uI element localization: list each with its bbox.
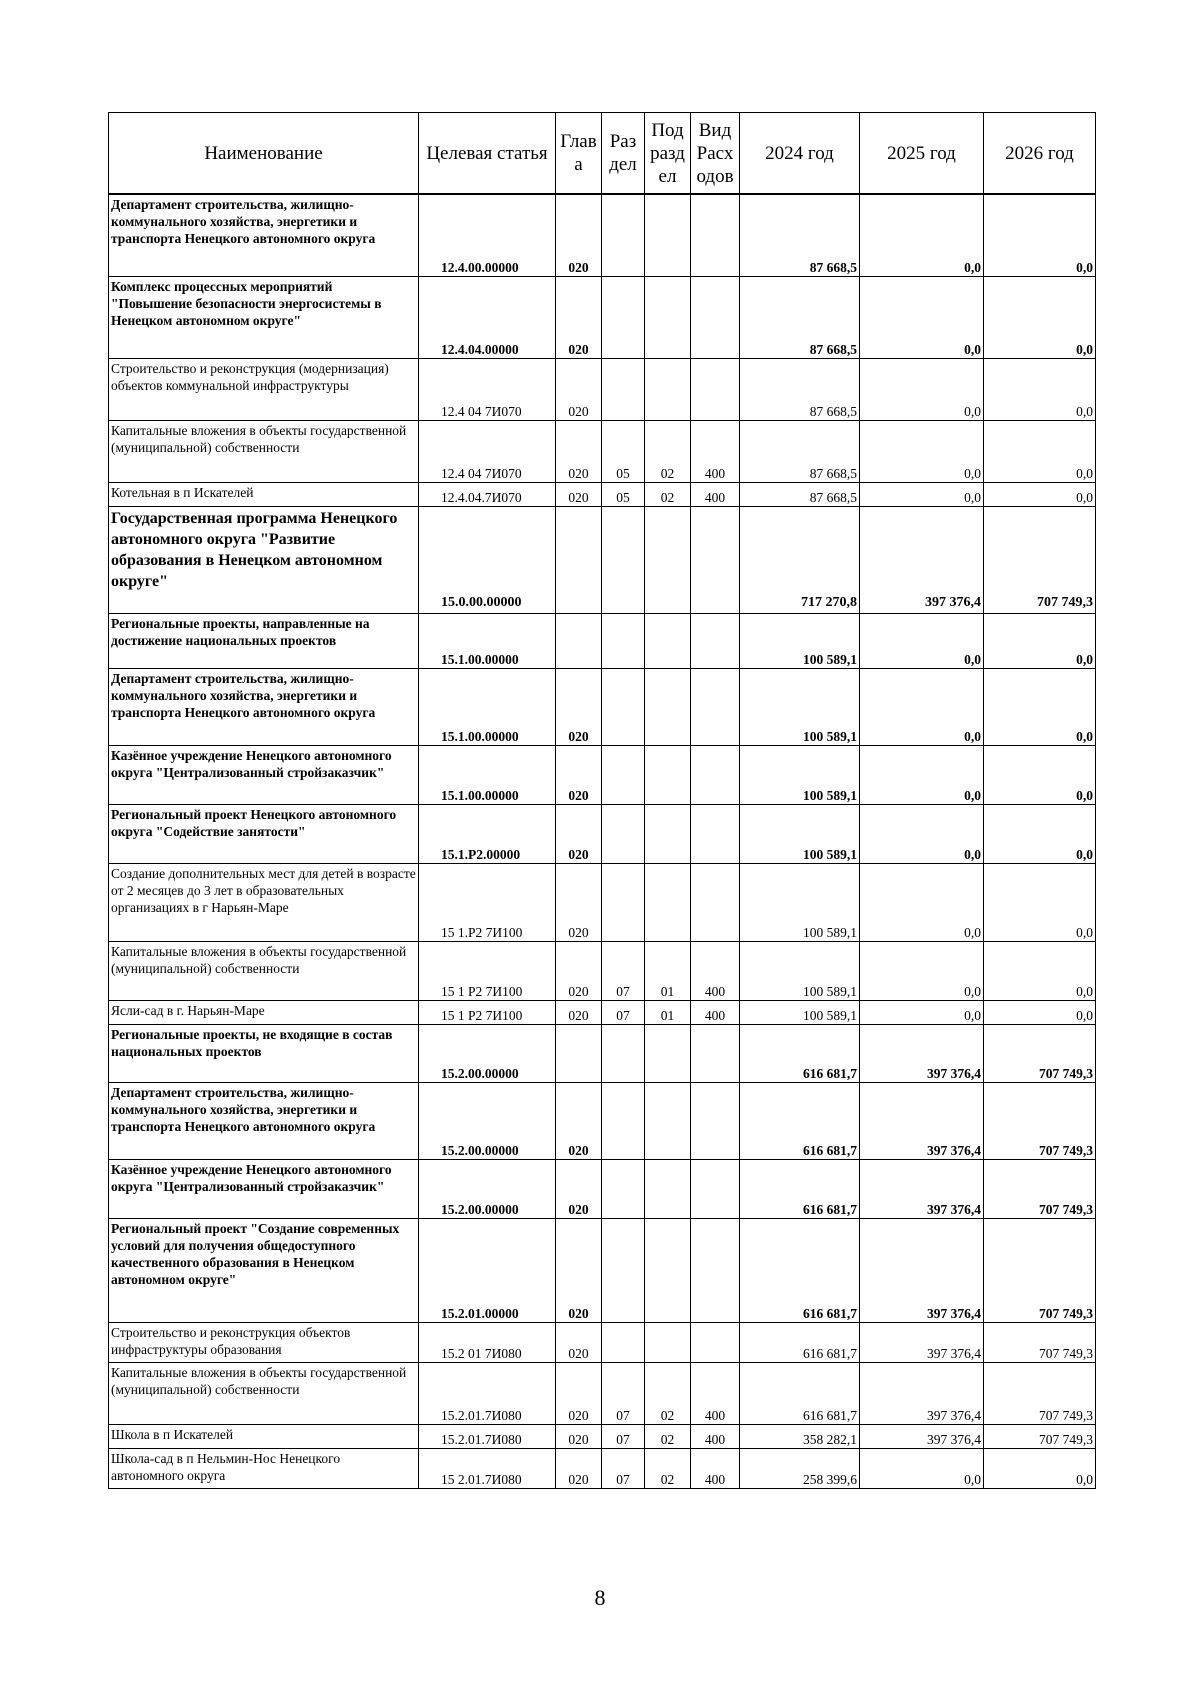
target-article: 15 1.Р2 7И100 <box>419 863 556 941</box>
target-article: 15.2.01.00000 <box>419 1218 556 1322</box>
chapter: 020 <box>556 1000 602 1024</box>
amount-2025: 0,0 <box>860 863 984 941</box>
amount-2025: 0,0 <box>860 745 984 804</box>
section <box>602 1218 645 1322</box>
target-article: 12.4.00.00000 <box>419 194 556 276</box>
amount-2025: 0,0 <box>860 941 984 1000</box>
amount-2025: 397 376,4 <box>860 1159 984 1218</box>
amount-2024: 87 668,5 <box>740 420 860 482</box>
chapter: 020 <box>556 1082 602 1159</box>
table-row <box>109 1000 1096 1024</box>
amount-2026: 0,0 <box>984 804 1096 863</box>
row-name: Создание дополнительных мест для детей в возрасте от 2 месяцев до 3 лет в образовательных организациях в г Нарьян-Маре <box>109 863 419 941</box>
subsection <box>645 863 691 941</box>
row-name: Комплекс процессных мероприятий "Повышение безопасности энергосистемы в Ненецком автономном округе" <box>109 276 419 358</box>
expense-type: 400 <box>691 941 740 1000</box>
row-name: Капитальные вложения в объекты государственной (муниципальной) собственности <box>109 420 419 482</box>
header-name: Наименование <box>109 113 419 195</box>
amount-2024: 616 681,7 <box>740 1159 860 1218</box>
expense-type <box>691 613 740 668</box>
table-row <box>109 358 1096 420</box>
amount-2024: 258 399,6 <box>740 1448 860 1488</box>
amount-2025: 0,0 <box>860 613 984 668</box>
amount-2026: 707 749,3 <box>984 1024 1096 1082</box>
amount-2025: 0,0 <box>860 804 984 863</box>
subsection <box>645 1024 691 1082</box>
table-row <box>109 1024 1096 1082</box>
amount-2026: 0,0 <box>984 420 1096 482</box>
row-name: Строительство и реконструкция (модернизация) объектов коммунальной инфраструктуры <box>109 358 419 420</box>
section <box>602 804 645 863</box>
chapter <box>556 1024 602 1082</box>
target-article: 15.2.00.00000 <box>419 1024 556 1082</box>
target-article: 12.4.04.00000 <box>419 276 556 358</box>
section <box>602 863 645 941</box>
table-row <box>109 482 1096 506</box>
amount-2024: 100 589,1 <box>740 941 860 1000</box>
table-row <box>109 506 1096 613</box>
chapter: 020 <box>556 420 602 482</box>
header-chapter: Глав а <box>556 113 602 195</box>
target-article: 15 1 Р2 7И100 <box>419 1000 556 1024</box>
table-row <box>109 941 1096 1000</box>
chapter: 020 <box>556 1448 602 1488</box>
expense-type <box>691 1159 740 1218</box>
amount-2026: 0,0 <box>984 358 1096 420</box>
subsection: 02 <box>645 1362 691 1424</box>
amount-2025: 397 376,4 <box>860 506 984 613</box>
chapter <box>556 506 602 613</box>
amount-2024: 100 589,1 <box>740 863 860 941</box>
amount-2024: 100 589,1 <box>740 613 860 668</box>
subsection <box>645 506 691 613</box>
amount-2024: 100 589,1 <box>740 804 860 863</box>
chapter: 020 <box>556 1322 602 1362</box>
amount-2024: 87 668,5 <box>740 194 860 276</box>
amount-2025: 0,0 <box>860 194 984 276</box>
amount-2026: 0,0 <box>984 482 1096 506</box>
amount-2024: 87 668,5 <box>740 358 860 420</box>
amount-2025: 0,0 <box>860 1000 984 1024</box>
expense-type: 400 <box>691 482 740 506</box>
header-year-2026: 2026 год <box>984 113 1096 195</box>
amount-2026: 0,0 <box>984 863 1096 941</box>
section: 07 <box>602 941 645 1000</box>
section: 07 <box>602 1362 645 1424</box>
section <box>602 194 645 276</box>
subsection <box>645 276 691 358</box>
chapter: 020 <box>556 1218 602 1322</box>
table-body <box>109 194 1096 1488</box>
header-expense-type: Вид Расх одов <box>691 113 740 195</box>
amount-2024: 100 589,1 <box>740 1000 860 1024</box>
target-article: 15.1.00.00000 <box>419 745 556 804</box>
expense-type <box>691 668 740 745</box>
expense-type <box>691 745 740 804</box>
section <box>602 1159 645 1218</box>
amount-2025: 0,0 <box>860 668 984 745</box>
amount-2026: 0,0 <box>984 941 1096 1000</box>
target-article: 15.2.01.7И080 <box>419 1362 556 1424</box>
row-name: Региональные проекты, не входящие в состав национальных проектов <box>109 1024 419 1082</box>
section <box>602 745 645 804</box>
chapter: 020 <box>556 276 602 358</box>
chapter: 020 <box>556 482 602 506</box>
section <box>602 1082 645 1159</box>
section <box>602 1322 645 1362</box>
section <box>602 1024 645 1082</box>
row-name: Казённое учреждение Ненецкого автономного округа "Централизованный стройзаказчик" <box>109 745 419 804</box>
amount-2025: 397 376,4 <box>860 1082 984 1159</box>
amount-2026: 707 749,3 <box>984 506 1096 613</box>
chapter: 020 <box>556 863 602 941</box>
table-row <box>109 1159 1096 1218</box>
expense-type: 400 <box>691 1448 740 1488</box>
amount-2025: 0,0 <box>860 420 984 482</box>
target-article: 15.1.00.00000 <box>419 613 556 668</box>
target-article: 12.4.04.7И070 <box>419 482 556 506</box>
row-name: Капитальные вложения в объекты государственной (муниципальной) собственности <box>109 941 419 1000</box>
chapter: 020 <box>556 1362 602 1424</box>
amount-2026: 707 749,3 <box>984 1362 1096 1424</box>
amount-2024: 616 681,7 <box>740 1322 860 1362</box>
amount-2025: 397 376,4 <box>860 1424 984 1448</box>
section <box>602 613 645 668</box>
expense-type <box>691 804 740 863</box>
expense-type <box>691 1322 740 1362</box>
amount-2026: 707 749,3 <box>984 1082 1096 1159</box>
expense-type: 400 <box>691 1362 740 1424</box>
chapter: 020 <box>556 941 602 1000</box>
subsection <box>645 194 691 276</box>
chapter: 020 <box>556 358 602 420</box>
amount-2025: 0,0 <box>860 1448 984 1488</box>
section: 05 <box>602 482 645 506</box>
row-name: Капитальные вложения в объекты государственной (муниципальной) собственности <box>109 1362 419 1424</box>
header-year-2024: 2024 год <box>740 113 860 195</box>
subsection <box>645 358 691 420</box>
table-row <box>109 1322 1096 1362</box>
amount-2025: 0,0 <box>860 482 984 506</box>
amount-2025: 397 376,4 <box>860 1218 984 1322</box>
chapter: 020 <box>556 745 602 804</box>
row-name: Казённое учреждение Ненецкого автономного округа "Централизованный стройзаказчик" <box>109 1159 419 1218</box>
amount-2024: 358 282,1 <box>740 1424 860 1448</box>
table-row <box>109 276 1096 358</box>
expense-type <box>691 276 740 358</box>
amount-2025: 397 376,4 <box>860 1024 984 1082</box>
subsection <box>645 613 691 668</box>
table-row <box>109 1448 1096 1488</box>
target-article: 15 1 Р2 7И100 <box>419 941 556 1000</box>
chapter: 020 <box>556 668 602 745</box>
subsection <box>645 1159 691 1218</box>
section: 07 <box>602 1000 645 1024</box>
subsection: 02 <box>645 420 691 482</box>
table-row <box>109 1082 1096 1159</box>
row-name: Школа в п Искателей <box>109 1424 419 1448</box>
target-article: 12.4 04 7И070 <box>419 358 556 420</box>
subsection: 02 <box>645 1448 691 1488</box>
amount-2024: 616 681,7 <box>740 1082 860 1159</box>
expense-type <box>691 1024 740 1082</box>
expense-type: 400 <box>691 1000 740 1024</box>
target-article: 15.2.00.00000 <box>419 1082 556 1159</box>
header-target-article: Целевая статья <box>419 113 556 195</box>
expense-type: 400 <box>691 1424 740 1448</box>
chapter: 020 <box>556 1424 602 1448</box>
subsection <box>645 668 691 745</box>
header-section: Раз дел <box>602 113 645 195</box>
page-number: 8 <box>594 1585 606 1610</box>
table-row <box>109 613 1096 668</box>
target-article: 15.1.Р2.00000 <box>419 804 556 863</box>
table-row <box>109 1424 1096 1448</box>
expense-type <box>691 1218 740 1322</box>
row-name: Региональный проект Ненецкого автономного округа "Содействие занятости" <box>109 804 419 863</box>
section <box>602 358 645 420</box>
section <box>602 668 645 745</box>
amount-2026: 0,0 <box>984 668 1096 745</box>
table-header-row <box>109 113 1096 195</box>
amount-2026: 0,0 <box>984 194 1096 276</box>
amount-2024: 100 589,1 <box>740 668 860 745</box>
subsection: 01 <box>645 941 691 1000</box>
subsection: 01 <box>645 1000 691 1024</box>
amount-2026: 0,0 <box>984 1448 1096 1488</box>
target-article: 15.1.00.00000 <box>419 668 556 745</box>
subsection: 02 <box>645 1424 691 1448</box>
target-article: 15.2 01 7И080 <box>419 1322 556 1362</box>
target-article: 15.2.00.00000 <box>419 1159 556 1218</box>
target-article: 12.4 04 7И070 <box>419 420 556 482</box>
target-article: 15.0.00.00000 <box>419 506 556 613</box>
row-name: Региональные проекты, направленные на достижение национальных проектов <box>109 613 419 668</box>
row-name: Ясли-сад в г. Нарьян-Маре <box>109 1000 419 1024</box>
target-article: 15 2.01.7И080 <box>419 1448 556 1488</box>
row-name: Строительство и реконструкция объектов инфраструктуры образования <box>109 1322 419 1362</box>
target-article: 15.2.01.7И080 <box>419 1424 556 1448</box>
table-row <box>109 194 1096 276</box>
subsection: 02 <box>645 482 691 506</box>
subsection <box>645 1218 691 1322</box>
section: 05 <box>602 420 645 482</box>
chapter: 020 <box>556 1159 602 1218</box>
expense-type <box>691 358 740 420</box>
amount-2026: 0,0 <box>984 1000 1096 1024</box>
table-row <box>109 1218 1096 1322</box>
header-year-2025: 2025 год <box>860 113 984 195</box>
table-row <box>109 745 1096 804</box>
expense-type <box>691 863 740 941</box>
amount-2024: 87 668,5 <box>740 482 860 506</box>
chapter <box>556 613 602 668</box>
expense-type <box>691 506 740 613</box>
amount-2026: 707 749,3 <box>984 1322 1096 1362</box>
amount-2024: 100 589,1 <box>740 745 860 804</box>
table-row <box>109 1362 1096 1424</box>
amount-2026: 0,0 <box>984 745 1096 804</box>
table-row <box>109 420 1096 482</box>
amount-2024: 87 668,5 <box>740 276 860 358</box>
expense-type <box>691 1082 740 1159</box>
section: 07 <box>602 1448 645 1488</box>
amount-2024: 616 681,7 <box>740 1024 860 1082</box>
table-row <box>109 863 1096 941</box>
amount-2026: 707 749,3 <box>984 1424 1096 1448</box>
amount-2025: 0,0 <box>860 276 984 358</box>
subsection <box>645 745 691 804</box>
subsection <box>645 1082 691 1159</box>
section <box>602 276 645 358</box>
expense-type: 400 <box>691 420 740 482</box>
amount-2026: 707 749,3 <box>984 1218 1096 1322</box>
amount-2026: 0,0 <box>984 613 1096 668</box>
section: 07 <box>602 1424 645 1448</box>
amount-2025: 0,0 <box>860 358 984 420</box>
section <box>602 506 645 613</box>
row-name: Департамент строительства, жилищно-коммунального хозяйства, энергетики и транспорта Ненецкого автономного округа <box>109 1082 419 1159</box>
subsection <box>645 1322 691 1362</box>
table-row <box>109 804 1096 863</box>
table-row <box>109 668 1096 745</box>
chapter: 020 <box>556 194 602 276</box>
budget-table <box>108 112 1096 1489</box>
amount-2024: 717 270,8 <box>740 506 860 613</box>
amount-2026: 0,0 <box>984 276 1096 358</box>
header-subsection: Под разд ел <box>645 113 691 195</box>
row-name: Котельная в п Искателей <box>109 482 419 506</box>
amount-2024: 616 681,7 <box>740 1218 860 1322</box>
row-name: Департамент строительства, жилищно-коммунального хозяйства, энергетики и транспорта Ненецкого автономного округа <box>109 194 419 276</box>
subsection <box>645 804 691 863</box>
row-name: Школа-сад в п Нельмин-Нос Ненецкого автономного округа <box>109 1448 419 1488</box>
row-name: Региональный проект "Создание современных условий для получения общедоступного качественного образования в Ненецком автономном округе" <box>109 1218 419 1322</box>
row-name: Департамент строительства, жилищно-коммунального хозяйства, энергетики и транспорта Ненецкого автономного округа <box>109 668 419 745</box>
expense-type <box>691 194 740 276</box>
row-name: Государственная программа Ненецкого автономного округа "Развитие образования в Ненецком автономном округе" <box>109 506 419 613</box>
amount-2024: 616 681,7 <box>740 1362 860 1424</box>
chapter: 020 <box>556 804 602 863</box>
amount-2025: 397 376,4 <box>860 1322 984 1362</box>
amount-2025: 397 376,4 <box>860 1362 984 1424</box>
amount-2026: 707 749,3 <box>984 1159 1096 1218</box>
